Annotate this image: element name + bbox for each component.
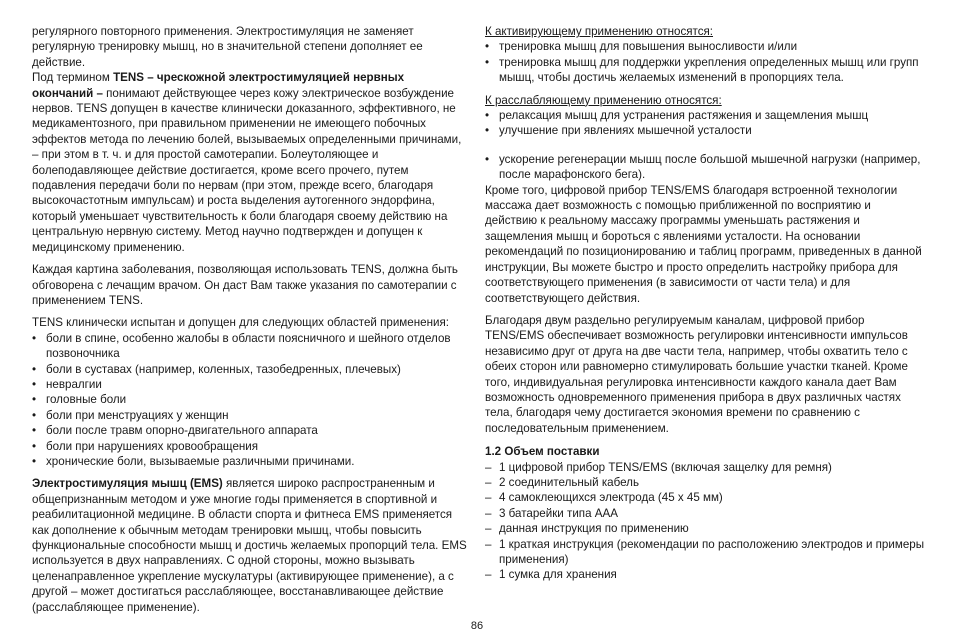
ems-term: Электростимуляция мышц (EMS) (32, 477, 223, 491)
tens-term: TENS – чрескожной электростимуляцией нервных окончаний – (32, 71, 405, 100)
list-item: • боли после травм опорно-двигательного аппарата (32, 423, 468, 438)
delivery-list (485, 460, 925, 583)
paragraph-areas-intro: TENS клинически испытан и допущен для следующих областей применения: (32, 316, 449, 330)
relaxing-heading: К расслабляющему применению относятся: (485, 93, 722, 107)
ems-description: является широко распространенным и общепризнанным методом и уже многие годы применяется в спортивной и реабилитационной медицине. В области спорта и фитнеса EMS применяется как дополнение к обычным методам тренировки мышц, чтобы повысить функциональные способности мышц и достичь желаемых пропорций тела. EMS используется в двух направлениях. С одной стороны, можно вызывать целенаправленное укрепление мускулатуры (активирующее применение), а с другой – может достигаться расслабляющее, восстанавливающее действие (расслабляющее применение). (32, 477, 467, 614)
list-item: – 4 самоклеющихся электрода (45 x 45 мм) (485, 490, 925, 505)
list-item: • головные боли (32, 392, 468, 407)
page-number: 86 (470, 620, 484, 632)
activating-heading: К активирующему применению относятся: (485, 25, 714, 38)
list-item: • боли при менструациях у женщин (32, 408, 468, 423)
list-item: • боли в спине, особенно жалобы в области поясничного и шейного отделов позвоночника (32, 331, 468, 362)
activating-list (485, 39, 925, 85)
areas-list (32, 331, 468, 470)
right-column (485, 24, 925, 583)
list-item: • релаксация мышц для устранения растяжения и защемления мышц (485, 108, 925, 123)
relaxing-list (485, 108, 925, 139)
list-item: • тренировка мышц для поддержки укрепления определенных мышц или групп мышц, чтобы достичь желаемых изменений в пропорциях тела. (485, 55, 925, 86)
list-item: – 1 цифровой прибор TENS/EMS (включая защелку для ремня) (485, 460, 925, 475)
list-item: • невралгии (32, 377, 468, 392)
paragraph-intro: регулярного повторного применения. Электростимуляция не заменяет регулярную тренировку мышц, но в значительной степени дополняет ее действие. (32, 25, 423, 69)
list-item: • боли при нарушениях кровообращения (32, 439, 468, 454)
list-item: • боли в суставах (например, коленных, тазобедренных, плечевых) (32, 362, 468, 377)
list-item: – 2 соединительный кабель (485, 475, 925, 490)
list-item: – 1 краткая инструкция (рекомендации по расположению электродов и примеры применения) (485, 537, 925, 568)
left-column (32, 24, 468, 615)
paragraph-ems (32, 476, 468, 615)
tens-description: понимают действующее через кожу электрическое возбуждение нервов. TENS допущен в качестве клинически доказанного, эффективного, не медикаментозного, при правильном применении не имеющего побочных эффектов метода по лечению болей, вызываемых определенными причинами, – при этом в т. ч. и для простой самотерапии. Болеутоляющее и болеподавляющее действие достигается, кроме всего прочего, путем подавления передачи боли по нервам (при этом, прежде всего, благодаря высокочастотным импульсам) и роста выделения аутогенного эндорфина, который уменьшает чувствительность к боли благодаря своему действию на центральную нервную систему. Метод научно подтвержден и допущен к медицинскому применению. (32, 86, 462, 254)
list-item: – 1 сумка для хранения (485, 567, 925, 582)
list-item: • улучшение при явлениях мышечной усталости (485, 123, 925, 138)
list-item: • тренировка мышц для повышения выносливости и/или (485, 39, 925, 54)
delivery-heading: 1.2 Объем поставки (485, 445, 600, 459)
paragraph-doctor: Каждая картина заболевания, позволяющая использовать TENS, должна быть обговорена с лечащим врачом. Он даст Вам также указания по самотерапии с применением TENS. (32, 263, 458, 307)
paragraph-tens-definition (32, 70, 468, 255)
relaxing-extra-list (485, 152, 925, 183)
list-item: – 3 батарейки типа AAA (485, 506, 925, 521)
list-item: • ускорение регенерации мышц после большой мышечной нагрузки (например, после марафонского бега). (485, 152, 925, 183)
list-item: – данная инструкция по применению (485, 521, 925, 536)
list-item: • хронические боли, вызываемые различными причинами. (32, 454, 468, 469)
tens-prefix: Под термином (32, 71, 114, 85)
paragraph-massage: Кроме того, цифровой прибор TENS/EMS благодаря встроенной технологии массажа дает возможность с помощью приближенной по восприятию и действию к реальному массажу программы уменьшать растяжения и защемления мышц и бороться с явлениями усталости. На основании рекомендаций по позиционированию и таблиц программ, приведенных в данной инструкции, Вы можете быстро и просто определить настройку прибора для соответствующего применения (в зависимости от части тела) и для соответствующего действия. (485, 183, 922, 305)
paragraph-channels: Благодаря двум раздельно регулируемым каналам, цифровой прибор TENS/EMS обеспечивает возможность регулировки интенсивности импульсов независимо друг от друга на две части тела, например, чтобы охватить тело с обеих сторон или равномерно стимулировать большие участки тканей. Кроме того, индивидуальная регулировка интенсивности каждого канала дает Вам возможность одновременного применения прибора в двух различных частях тела, благодаря чему достигается экономия времени по сравнению с последовательным применением. (485, 313, 908, 435)
